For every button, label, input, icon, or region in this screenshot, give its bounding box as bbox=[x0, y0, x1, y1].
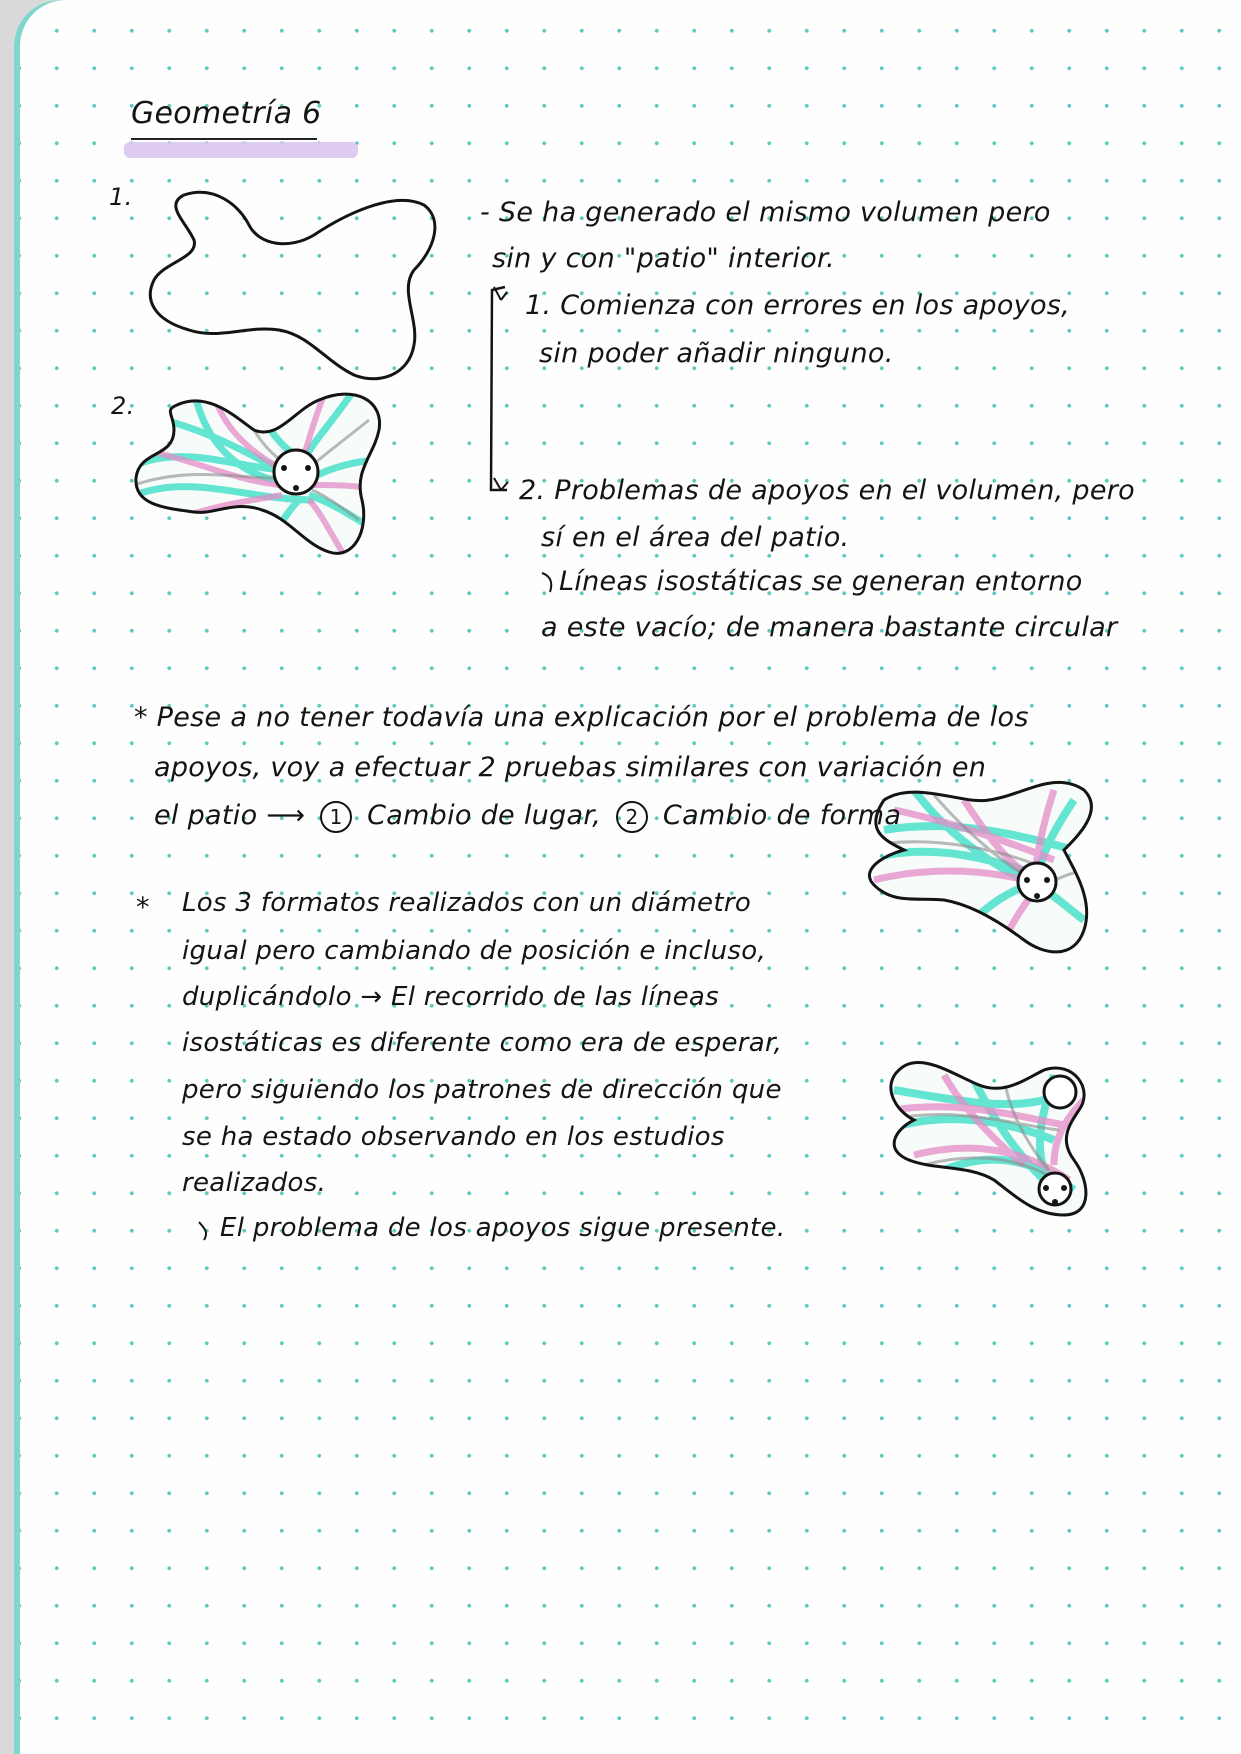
sketch-2-fill bbox=[124, 380, 394, 570]
note-point1-line1: 1. Comienza con errores en los apoyos, bbox=[525, 290, 1071, 321]
sketch-4-fill bbox=[874, 1040, 1114, 1230]
note-star1-line1: * Pese a no tener todavía una explicación por el problema de los bbox=[134, 702, 1029, 733]
note-point2-line3: Líneas isostáticas se generan entorno bbox=[559, 566, 1083, 597]
note-star2-line8: El problema de los apoyos sigue presente. bbox=[220, 1213, 786, 1243]
note-star2-line4: isostáticas es diferente como era de esperar, bbox=[182, 1028, 783, 1058]
note-star2-line5: pero siguiendo los patrones de dirección que bbox=[182, 1075, 782, 1105]
arrow-3-icon bbox=[542, 573, 551, 592]
note-star1-item2: Cambio de forma bbox=[662, 800, 902, 831]
right-arrow-icon: ⟶ bbox=[266, 800, 315, 831]
page-title: Geometría 6 bbox=[131, 96, 322, 131]
circled-number-2: 2 bbox=[616, 801, 648, 833]
note-intro-line2: sin y con "patio" interior. bbox=[492, 243, 835, 274]
sketch-1-outline bbox=[150, 192, 435, 378]
note-star2-line2: igual pero cambiando de posición e incluso, bbox=[182, 936, 767, 966]
note-point2-line1: 2. Problemas de apoyos en el volumen, pero bbox=[519, 475, 1135, 506]
figure-label-1: 1. bbox=[109, 183, 133, 211]
note-star1-line3 bbox=[154, 800, 901, 833]
arrow-4-icon bbox=[199, 1222, 206, 1240]
note-intro-line1: - Se ha generado el mismo volumen pero bbox=[480, 197, 1051, 228]
note-star2-star: * bbox=[136, 892, 150, 923]
note-point2-line2: sí en el área del patio. bbox=[541, 522, 850, 553]
sketch-4-patio-top bbox=[1044, 1076, 1076, 1108]
note-star1-prefix: el patio bbox=[154, 800, 258, 831]
notes-bracket bbox=[491, 287, 507, 490]
note-star2-line1: Los 3 formatos realizados con un diámetro bbox=[182, 888, 752, 918]
note-star1-line2: apoyos, voy a efectuar 2 pruebas similares con variación en bbox=[154, 752, 987, 783]
figure-label-2: 2. bbox=[111, 392, 135, 420]
note-star1-item1: Cambio de lugar, bbox=[367, 800, 602, 831]
note-point2-line4: a este vacío; de manera bastante circular bbox=[541, 612, 1118, 643]
notebook-page bbox=[14, 0, 1241, 1754]
circled-number-1: 1 bbox=[320, 801, 352, 833]
note-star2-line3: duplicándolo → El recorrido de las líneas bbox=[182, 982, 720, 1012]
arrow-2-icon bbox=[494, 478, 508, 490]
note-star2-line7: realizados. bbox=[182, 1168, 327, 1198]
note-point1-line2: sin poder añadir ninguno. bbox=[539, 338, 894, 369]
note-star2-line6: se ha estado observando en los estudios bbox=[182, 1122, 725, 1152]
